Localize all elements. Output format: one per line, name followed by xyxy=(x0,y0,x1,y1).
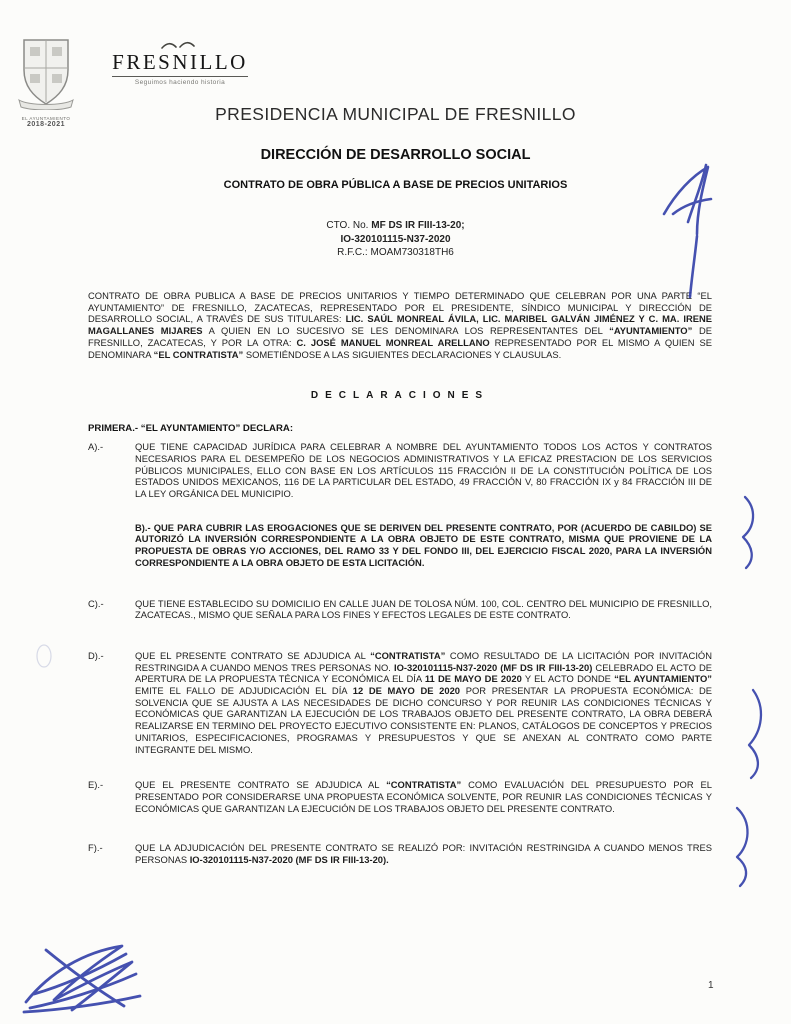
clause-a-text: QUE TIENE CAPACIDAD JURÍDICA PARA CELEBRAR A NOMBRE DEL AYUNTAMIENTO TODOS LOS ACTOS Y CONTRATOS NECESARIOS PARA EL DESEMPEÑO DE LOS NEGOCIOS ADMINISTRATIVOS Y LA EFICAZ PRESTACION DE LOS SERVICIOS PÚBLICOS MUNICIPALES, ELLO CON BASE EN LOS ARTÍCULOS 115 FRACCIÓN II DE LA CONSTITUCIÓN POLÍTICA DE LOS ESTADOS UNIDOS MEXICANOS, 116 DE LA PARTICULAR DEL ESTADO, 49 FRACCIÓN V, 80 FRACCIÓN IX y 84 FRACCIÓN III DE LA LEY ORGÁNICA DEL MUNICIPIO. xyxy=(135,441,712,500)
clause-d xyxy=(88,650,712,755)
ink-mark-left-oval xyxy=(37,645,51,667)
declaraciones-heading: DECLARACIONES xyxy=(310,390,490,402)
contract-identifiers xyxy=(0,219,791,260)
signature-scribble xyxy=(24,946,140,1012)
clause-c-text: QUE TIENE ESTABLECIDO SU DOMICILIO EN CALLE JUAN DE TOLOSA NÚM. 100, COL. CENTRO DEL MUNICIPIO DE FRESNILLO, ZACATECAS., MISMO QUE SEÑALA PARA LOS FINES Y EFECTOS LEGALES DE ESTE CONTRATO. xyxy=(135,597,712,621)
clause-b-text: B).- QUE PARA CUBRIR LAS EROGACIONES QUE SE DERIVEN DEL PRESENTE CONTRATO, POR (ACUERDO DE CABILDO) SE AUTORIZÓ LA INVERSIÓN CORRESPONDIENTE A LA OBRA OBJETO DE ESTE CONTRATO, MISMA QUE PROVIENE DE LA PROPUESTA DE OBRAS Y/O ACCIONES, DEL RAMO 33 Y DEL FONDO III, DEL EJERCICIO FISCAL 2020, PARA LA INVERSIÓN CORRESPONDIENTE A LA OBRA OBJETO DE ESTA LICITACIÓN. xyxy=(135,521,712,568)
page-number: 1 xyxy=(708,980,714,991)
contract-number-line xyxy=(0,219,791,233)
document-type-title: CONTRATO DE OBRA PÚBLICA A BASE DE PRECIOS UNITARIOS xyxy=(223,179,568,191)
shield-caption: EL AYUNTAMIENTO xyxy=(21,116,71,121)
clause-a-label: A).- xyxy=(88,441,104,453)
clause-d-text: QUE EL PRESENTE CONTRATO SE ADJUDICA AL “CONTRATISTA” COMO RESULTADO DE LA LICITACIÓN POR INVITACIÓN RESTRINGIDA A CUANDO MENOS TRES PERSONAS NO. IO-320101115-N37-2020 (MF DS IR FIII-13-20) CELEBRADO EL ACTO DE APERTURA DE LA PROPUESTA TÉCNICA Y ECONÓMICA EL DÍA 11 DE MAYO DE 2020 Y EL ACTO DONDE “EL AYUNTAMIENTO” EMITE EL FALLO DE ADJUDICACIÓN EL DÍA 12 DE MAYO DE 2020 POR PRESENTAR LA PROPUESTA ECONÓMICA: DE SOLVENCIA QUE SE AJUSTA A LAS NECESIDADES DE DICHO CONCURSO Y POR REUNIR LAS CONDICIONES TÉCNICAS Y ECONÓMICAS QUE GARANTIZAN LA EJECUCIÓN DE LOS TRABAJOS OBJETO DEL PRESENTE CONTRATO, LA OBRA DEBERÁ REALIZARSE EN TERMINO DEL PROYECTO EJECUTIVO CONSISTENTE EN: PLANOS, CATÁLOGOS DE CONCEPTOS Y PRECIOS UNITARIOS, ESPECIFICACIONES, PROGRAMAS Y PRESUPUESTOS Y QUE SE ANEXAN AL CONTRATO COMO PARTE INTEGRANTE DEL MISMO. xyxy=(135,649,713,755)
fresnillo-tagline: Seguimos haciendo historia xyxy=(134,79,226,86)
clause-e-label: E).- xyxy=(88,779,104,791)
clause-e-text: QUE EL PRESENTE CONTRATO SE ADJUDICA AL “CONTRATISTA” COMO EVALUACIÓN DEL PRESUPUESTO POR EL PRESENTADO POR CONSIDERARSE UNA PROPUESTA ECONÓMICA SOLVENTE, POR REUNIR LAS CONDICIONES TÉCNICAS Y ECONÓMICAS QUE GARANTIZAN LA EJECUCIÓN DE LOS TRABAJOS OBJETO DEL PRESENTE CONTRATO. xyxy=(135,779,712,814)
fresnillo-logo xyxy=(100,38,260,86)
fresnillo-wordmark: FRESNILLO xyxy=(112,50,248,74)
clause-f-text: QUE LA ADJUDICACIÓN DEL PRESENTE CONTRATO SE REALIZÓ POR: INVITACIÓN RESTRINGIDA A CUANDO MENOS TRES PERSONAS IO-320101115-N37-2020 (MF DS IR FIII-13-20). xyxy=(135,842,712,866)
contract-body xyxy=(88,290,712,866)
clause-c xyxy=(88,598,712,621)
rfc-line xyxy=(0,246,791,260)
document-header xyxy=(0,104,791,260)
primera-heading: PRIMERA.- “EL AYUNTAMIENTO” DECLARA: xyxy=(88,423,294,435)
rfc-label: R.F.C.: xyxy=(337,247,371,258)
clause-e xyxy=(88,779,712,814)
io-number-line: IO-320101115-N37-2020 xyxy=(340,233,451,245)
clause-d-label: D).- xyxy=(88,649,104,661)
ink-mark-margin-2 xyxy=(749,690,761,778)
shield-years: 2018-2021 xyxy=(27,121,65,128)
ink-mark-margin-1 xyxy=(743,497,753,568)
department-title: DIRECCIÓN DE DESARROLLO SOCIAL xyxy=(260,147,531,163)
cto-number: MF DS IR FIII-13-20; xyxy=(371,220,465,231)
clause-f xyxy=(88,842,712,865)
clause-a xyxy=(88,441,712,500)
ink-mark-margin-3 xyxy=(737,808,748,886)
clause-b xyxy=(88,522,712,569)
page-title: PRESIDENCIA MUNICIPAL DE FRESNILLO xyxy=(215,104,576,124)
logo-divider xyxy=(112,76,248,77)
clause-f-label: F).- xyxy=(88,842,103,854)
clause-c-label: C).- xyxy=(88,597,104,609)
rfc-value: MOAM730318TH6 xyxy=(370,247,454,258)
clause-b-label xyxy=(88,522,135,569)
coat-of-arms-icon xyxy=(16,36,76,110)
intro-paragraph: CONTRATO DE OBRA PUBLICA A BASE DE PRECIOS UNITARIOS Y TIEMPO DETERMINADO QUE CELEBRAN POR UNA PARTE “EL AYUNTAMIENTO” DE FRESNILLO, ZACATECAS, REPRESENTADO POR EL PRESIDENTE, SÍNDICO MUNICIPAL Y DIRECCIÓN DE DESARROLLO SOCIAL, A TRAVÉS DE SUS TITULARES: LIC. SAÚL MONREAL ÁVILA, LIC. MARIBEL GALVÁN JIMÉNEZ Y C. MA. IRENE MAGALLANES MIJARES A QUIEN EN LO SUCESIVO SE LES DENOMINARA LOS REPRESENTANTES DEL “AYUNTAMIENTO” DE FRESNILLO, ZACATECAS, Y POR LA OTRA: C. JOSÉ MANUEL MONREAL ARELLANO REPRESENTADO POR EL MISMO A QUIEN SE DENOMINARA “EL CONTRATISTA” SOMETIÉNDOSE A LAS SIGUIENTES DECLARACIONES Y CLAUSULAS. xyxy=(88,290,712,360)
cto-label: CTO. No. xyxy=(326,220,372,231)
